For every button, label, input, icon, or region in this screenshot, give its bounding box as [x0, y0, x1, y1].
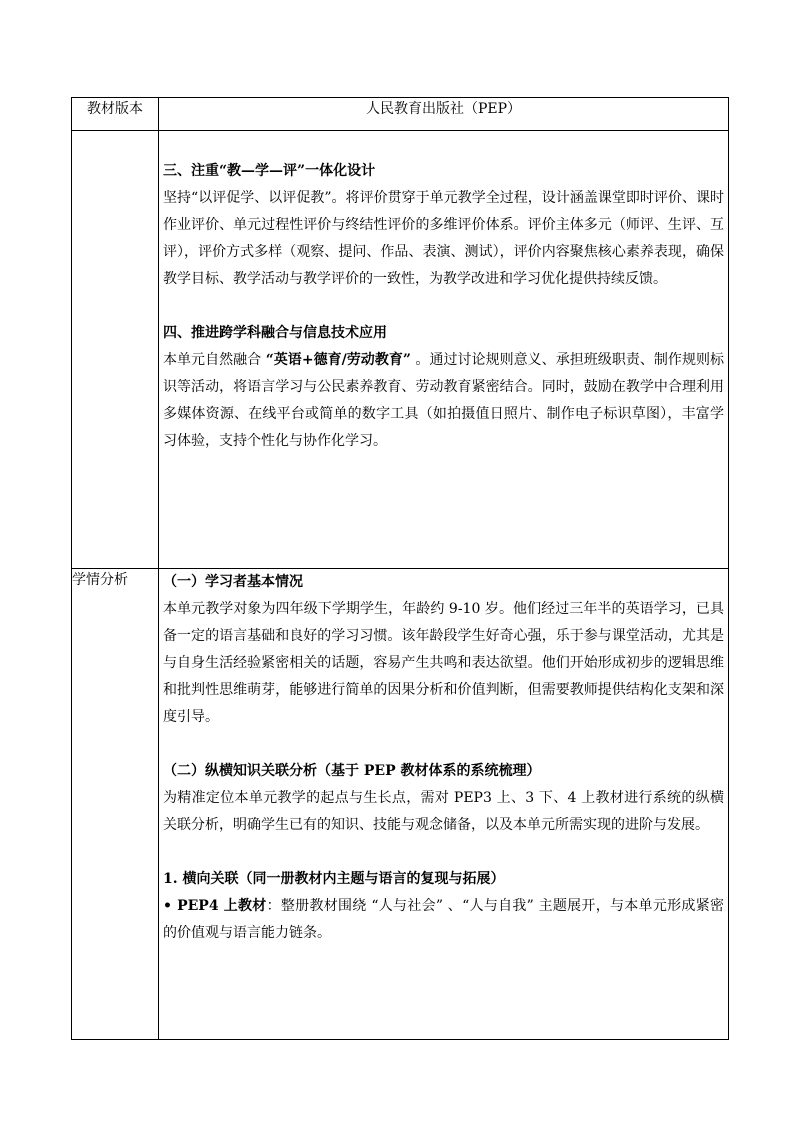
bullet-label: • PEP4 上教材 — [163, 898, 267, 914]
lesson-plan-table — [71, 97, 729, 1040]
learner-analysis-cell — [159, 569, 729, 1040]
empty-label-cell — [72, 131, 159, 569]
header-row — [72, 98, 729, 131]
part1-body: 本单元教学对象为四年级下学期学生，年龄约 9-10 岁。他们经过三年半的英语学习，已具备一定的语言基础和良好的学习习惯。该年龄段学生好奇心强，乐于参与课堂活动，尤其是与自身生活经验紧密相关的话题，容易产生共鸣和表达欲望。他们开始形成初步的逻辑思维和批判性思维萌芽，能够进行简单的因果分析和价值判断，但需要教师提供结构化支架和深度引导。 — [163, 601, 724, 725]
design-principles-row — [72, 131, 729, 569]
section3-heading: 三、注重“教—学—评”一体化设计 — [163, 163, 376, 179]
textbook-version-value: 人民教育出版社（PEP） — [159, 98, 729, 131]
part2-heading: （二）纵横知识关联分析（基于 PEP 教材体系的系统梳理） — [163, 763, 541, 779]
bullet-body: ：整册教材围绕 “人与社会” 、“人与自我” 主题展开，与本单元形成紧密的价值观与语言能力链条。 — [163, 898, 724, 941]
learner-analysis-row — [72, 569, 729, 1040]
design-principles-cell — [159, 131, 729, 569]
section4-heading: 四、推进跨学科融合与信息技术应用 — [163, 325, 387, 341]
part2-body: 为精准定位本单元教学的起点与生长点，需对 PEP3 上、3 下、4 上教材进行系统的纵横关联分析，明确学生已有的知识、技能与观念储备，以及本单元所需实现的进阶与发展。 — [163, 790, 724, 833]
learner-analysis-label: 学情分析 — [72, 569, 159, 1040]
section4-body-bold: “英语+德育/劳动教育” — [265, 352, 411, 368]
section4-body — [159, 347, 728, 455]
textbook-version-label: 教材版本 — [72, 98, 159, 131]
bullet-item — [159, 893, 728, 947]
section4-body-post: 。通过讨论规则意义、承担班级职责、制作规则标识等活动，将语言学习与公民素养教育、劳动教育紧密结合。同时，鼓励在教学中合理利用多媒体资源、在线平台或简单的数字工具（如拍摄值日照片、制作电子标识草图），丰富学习体验，支持个性化与协作化学习。 — [163, 352, 725, 449]
part3-heading: 1. 横向关联（同一册教材内主题与语言的复现与拓展） — [163, 871, 505, 887]
section3-body: 坚持“以评促学、以评促教”。将评价贯穿于单元教学全过程，设计涵盖课堂即时评价、课时作业评价、单元过程性评价与终结性评价的多维评价体系。评价主体多元（师评、生评、互评），评价方式多样（观察、提问、作品、表演、测试），评价内容聚焦核心素养表现，确保教学目标、教学活动与教学评价的一致性，为教学改进和学习优化提供持续反馈。 — [163, 190, 724, 287]
part1-heading: （一）学习者基本情况 — [163, 574, 303, 590]
section4-body-pre: 本单元自然融合 — [163, 352, 266, 368]
